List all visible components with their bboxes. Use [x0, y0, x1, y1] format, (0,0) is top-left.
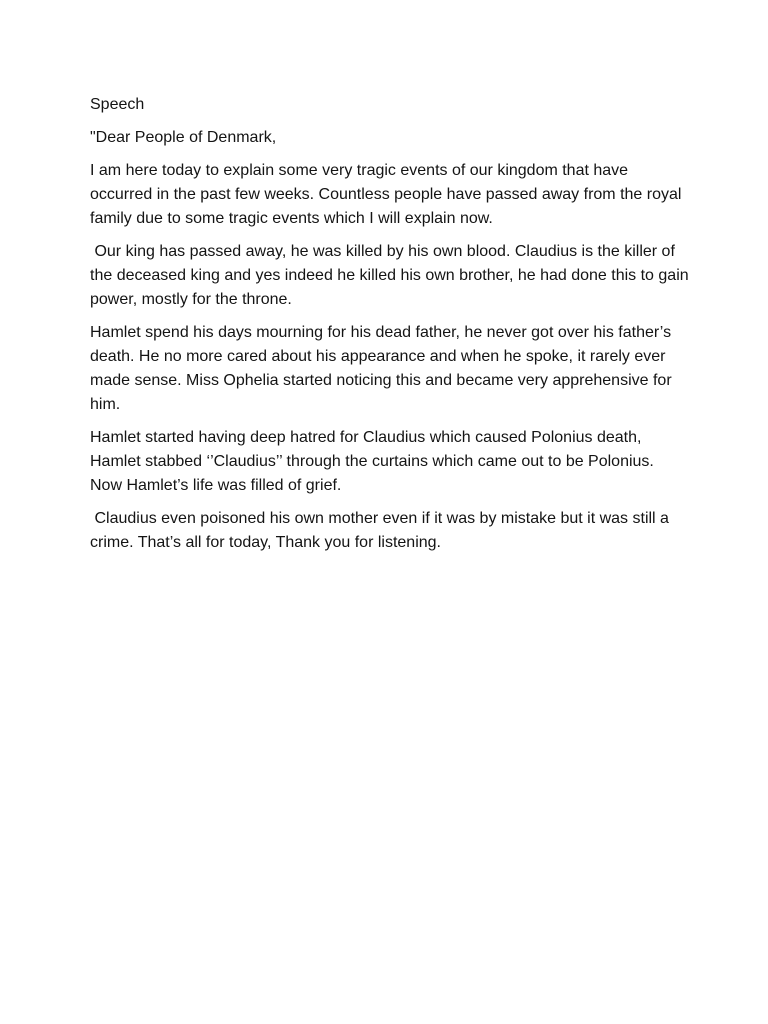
paragraph-king: Our king has passed away, he was killed by his own blood. Claudius is the killer of the deceased king and yes indeed he killed his own brother, he had done this to gain power, mostly for the throne.	[90, 243, 694, 308]
paragraph-polonius: Hamlet started having deep hatred for Claudius which caused Polonius death, Hamlet stabbed ‘’Claudius’’ through the curtains which came out to be Polonius. Now Hamlet’s life was filled of grief.	[90, 429, 659, 494]
document-page	[90, 93, 694, 564]
paragraph-closing: Claudius even poisoned his own mother even if it was by mistake but it was still a crime. That’s all for today, Thank you for listening.	[90, 510, 674, 551]
document-title: Speech	[90, 96, 145, 113]
paragraph-hamlet-mourning: Hamlet spend his days mourning for his dead father, he never got over his father’s death. He no more cared about his appearance and when he spoke, it rarely ever made sense. Miss Ophelia started noticing this and became very apprehensive for him.	[90, 324, 677, 413]
greeting: "Dear People of Denmark,	[90, 129, 277, 146]
paragraph-intro: I am here today to explain some very tragic events of our kingdom that have occurred in the past few weeks. Countless people have passed away from the royal family due to some tragic events which I will explain now.	[90, 162, 686, 227]
